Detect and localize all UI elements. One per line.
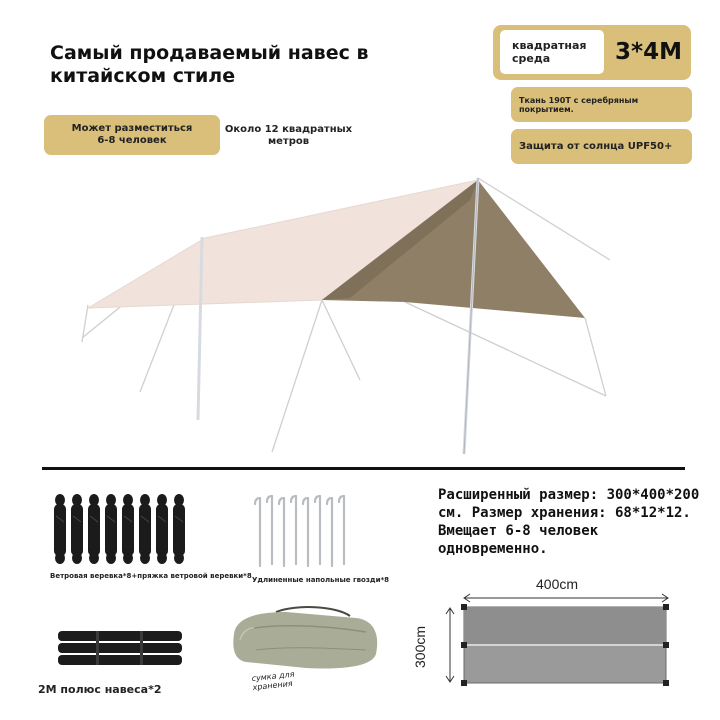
section-divider xyxy=(42,467,685,470)
canopy-illustration xyxy=(0,160,720,460)
page-title: Самый продаваемый навес в китайском стиле xyxy=(50,42,369,87)
upf-badge xyxy=(511,129,692,164)
capacity-badge xyxy=(44,115,220,155)
capacity-text: Может разместиться 6-8 человек xyxy=(71,123,193,146)
size-label: квадратная среда xyxy=(512,39,587,65)
dimension-diagram xyxy=(440,590,680,690)
pegs-caption: Удлиненные напольные гвозди*8 xyxy=(252,576,390,584)
fabric-text: Ткань 190T с серебряным покрытием. xyxy=(519,95,639,114)
pegs-illustration xyxy=(250,488,355,570)
size-value: 3*4M xyxy=(615,39,682,65)
upf-text: Защита от солнца UPF50+ xyxy=(519,141,673,152)
width-label: 400cm xyxy=(536,576,579,592)
poles-illustration xyxy=(56,625,186,675)
size-label-box xyxy=(500,30,604,74)
area-text: Около 12 квадратных метров xyxy=(224,124,353,147)
ropes-illustration xyxy=(48,492,198,567)
bag-caption: сумка для хранения xyxy=(251,669,295,693)
fabric-badge xyxy=(511,87,692,122)
height-label: 300cm xyxy=(412,625,428,668)
ropes-caption: Ветровая веревка*8+пряжка ветровой веревки*8 xyxy=(50,572,252,580)
poles-caption: 2M полюс навеса*2 xyxy=(38,683,162,696)
specs-text: Расширенный размер: 300*400*200 см. Размер хранения: 68*12*12. Вмещает 6-8 человек одновременно. xyxy=(438,487,700,557)
storage-bag-illustration xyxy=(226,604,386,674)
